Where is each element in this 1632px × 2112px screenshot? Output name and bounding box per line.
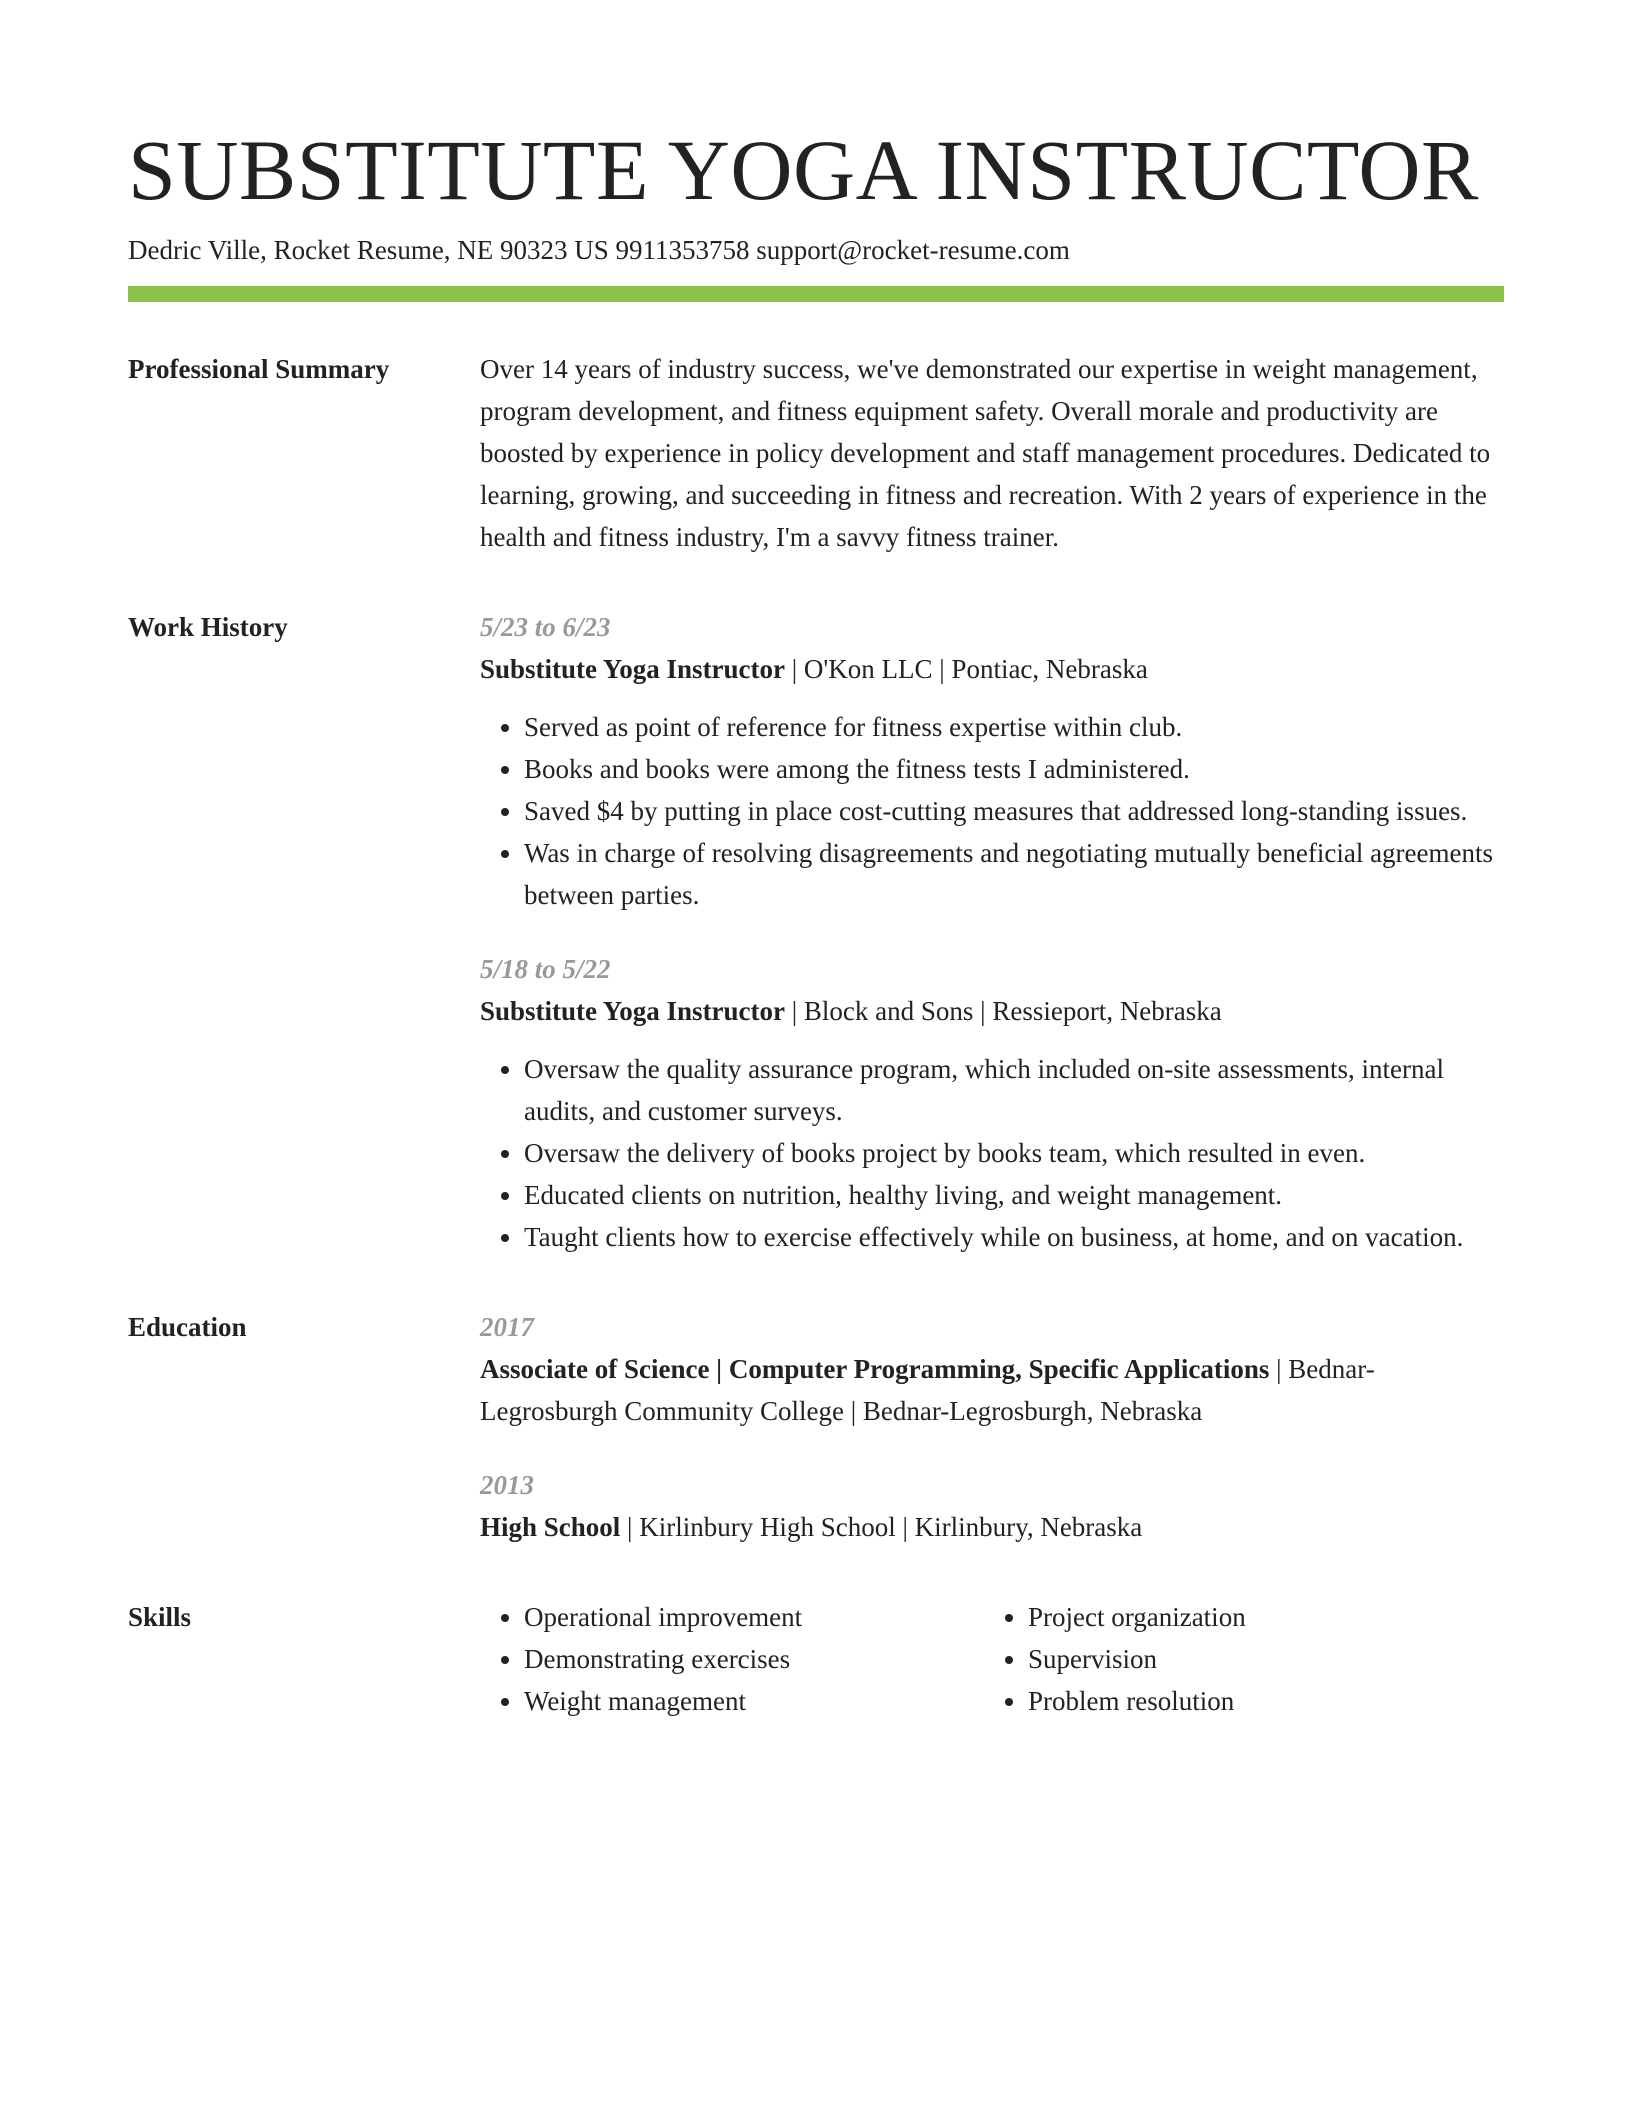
job-bullet: • Educated clients on nutrition, healthy living, and weight management. bbox=[524, 1174, 1504, 1216]
skill-item: • Project organization bbox=[1028, 1596, 1488, 1638]
education-heading bbox=[480, 1506, 1504, 1548]
job-role: Substitute Yoga Instructor bbox=[480, 996, 786, 1026]
summary-section bbox=[128, 348, 1504, 558]
resume-title: SUBSTITUTE YOGA INSTRUCTOR bbox=[128, 122, 1479, 218]
skill-item: • Demonstrating exercises bbox=[524, 1638, 984, 1680]
education-details: | Kirlinbury High School | Kirlinbury, Nebraska bbox=[620, 1512, 1143, 1542]
job-dates: 5/23 to 6/23 bbox=[480, 612, 611, 642]
education-entry bbox=[480, 1306, 1504, 1432]
skills-list-right bbox=[984, 1596, 1488, 1722]
section-title-skills: Skills bbox=[128, 1602, 192, 1632]
skill-item: • Weight management bbox=[524, 1680, 984, 1722]
job-bullets bbox=[480, 1048, 1504, 1258]
education-degree: Associate of Science | Computer Programming, Specific Applications bbox=[480, 1354, 1270, 1384]
education-section bbox=[128, 1306, 1504, 1548]
job-bullet: • Oversaw the quality assurance program, which included on-site assessments, internal audits, and customer surveys. bbox=[524, 1048, 1504, 1132]
job-bullet: • Books and books were among the fitness tests I administered. bbox=[524, 748, 1504, 790]
skill-item: • Operational improvement bbox=[524, 1596, 984, 1638]
job-heading bbox=[480, 990, 1504, 1032]
job-entry bbox=[480, 606, 1504, 916]
job-entry bbox=[480, 948, 1504, 1258]
header-divider bbox=[128, 286, 1504, 302]
education-heading bbox=[480, 1348, 1504, 1432]
education-details: | Bednar-Legrosburgh Community College | Bednar-Legrosburgh, Nebraska bbox=[480, 1354, 1375, 1426]
work-history-section bbox=[128, 606, 1504, 1258]
job-heading bbox=[480, 648, 1504, 690]
job-bullets bbox=[480, 706, 1504, 916]
job-bullet: • Was in charge of resolving disagreements and negotiating mutually beneficial agreements between parties. bbox=[524, 832, 1504, 916]
skills-list-left bbox=[480, 1596, 984, 1722]
skill-item: • Problem resolution bbox=[1028, 1680, 1488, 1722]
skill-item: • Supervision bbox=[1028, 1638, 1488, 1680]
job-bullet: • Oversaw the delivery of books project by books team, which resulted in even. bbox=[524, 1132, 1504, 1174]
education-year: 2017 bbox=[480, 1312, 534, 1342]
job-details: | O'Kon LLC | Pontiac, Nebraska bbox=[785, 654, 1148, 684]
section-title-education: Education bbox=[128, 1312, 247, 1342]
education-entry bbox=[480, 1464, 1504, 1548]
job-role: Substitute Yoga Instructor bbox=[480, 654, 786, 684]
job-dates: 5/18 to 5/22 bbox=[480, 954, 611, 984]
education-year: 2013 bbox=[480, 1470, 534, 1500]
education-degree: High School bbox=[480, 1512, 621, 1542]
section-title-work: Work History bbox=[128, 612, 288, 642]
summary-text: Over 14 years of industry success, we've demonstrated our expertise in weight management, program development, and fitness equipment safety. Overall morale and productivity are boosted by experience in policy development and staff management procedures. Dedicated to learning, growing, and succeeding in fitness and recreation. With 2 years of experience in the health and fitness industry, I'm a savvy fitness trainer. bbox=[480, 354, 1491, 552]
job-bullet: • Served as point of reference for fitness expertise within club. bbox=[524, 706, 1504, 748]
job-bullet: • Taught clients how to exercise effectively while on business, at home, and on vacation. bbox=[524, 1216, 1504, 1258]
section-title-summary: Professional Summary bbox=[128, 354, 390, 384]
job-bullet: • Saved $4 by putting in place cost-cutting measures that addressed long-standing issues. bbox=[524, 790, 1504, 832]
contact-line: Dedric Ville, Rocket Resume, NE 90323 US 9911353758 support@rocket-resume.com bbox=[128, 235, 1070, 265]
resume-page bbox=[128, 118, 1504, 1722]
skills-section bbox=[128, 1596, 1504, 1722]
job-details: | Block and Sons | Ressieport, Nebraska bbox=[785, 996, 1222, 1026]
